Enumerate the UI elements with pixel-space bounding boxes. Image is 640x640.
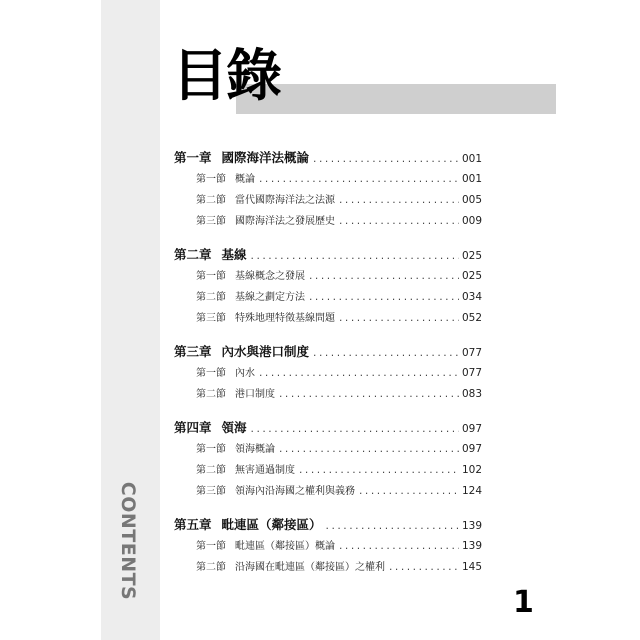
toc-section-row[interactable]	[174, 364, 482, 385]
section-page-number: 077	[461, 367, 482, 379]
side-label	[108, 481, 148, 601]
section-title: 港口制度	[235, 389, 275, 400]
section-label: 第二節	[196, 562, 226, 573]
chapter-label: 第四章	[174, 420, 212, 435]
chapter-page-number: 077	[461, 347, 482, 359]
section-title: 概論	[235, 174, 255, 185]
leader-dots	[312, 155, 459, 165]
chapter-page-number: 001	[461, 153, 482, 165]
section-label: 第三節	[196, 486, 226, 497]
chapter-title: 基線	[221, 247, 247, 262]
section-title: 基線之劃定方法	[235, 292, 305, 303]
toc-section-row[interactable]	[174, 537, 482, 558]
section-title: 毗連區（鄰接區）概論	[235, 541, 335, 552]
table-of-contents	[174, 148, 482, 579]
section-label: 第三節	[196, 313, 226, 324]
section-page-number: 025	[461, 270, 482, 282]
leader-dots	[308, 272, 459, 282]
section-title: 無害通過制度	[235, 465, 295, 476]
toc-section-row[interactable]	[174, 267, 482, 288]
chapter-page-number: 139	[461, 520, 482, 532]
section-label: 第一節	[196, 368, 226, 379]
section-page-number: 102	[461, 464, 482, 476]
leader-dots	[278, 390, 459, 400]
leader-dots	[258, 369, 459, 379]
section-label: 第三節	[196, 216, 226, 227]
leader-dots	[298, 466, 459, 476]
section-label: 第二節	[196, 465, 226, 476]
section-page-number: 083	[461, 388, 482, 400]
section-page-number: 145	[461, 561, 482, 573]
chapter-title: 領海	[221, 420, 247, 435]
section-title: 沿海國在毗連區（鄰接區）之權利	[235, 562, 385, 573]
chapter-gap	[174, 233, 482, 245]
chapter-label: 第五章	[174, 517, 212, 532]
contents-label: CONTENTS	[117, 481, 139, 601]
toc-chapter-row[interactable]	[174, 515, 482, 537]
toc-section-row[interactable]	[174, 440, 482, 461]
section-title: 國際海洋法之發展歷史	[235, 216, 335, 227]
section-label: 第一節	[196, 444, 226, 455]
leader-dots	[312, 349, 459, 359]
toc-section-row[interactable]	[174, 170, 482, 191]
leader-dots	[308, 293, 459, 303]
section-label: 第一節	[196, 174, 226, 185]
leader-dots	[338, 217, 459, 227]
chapter-label: 第三章	[174, 344, 212, 359]
toc-section-row[interactable]	[174, 212, 482, 233]
chapter-title: 國際海洋法概論	[221, 150, 310, 165]
toc-section-row[interactable]	[174, 191, 482, 212]
leader-dots	[278, 445, 459, 455]
section-title: 當代國際海洋法之法源	[235, 195, 335, 206]
section-label: 第一節	[196, 541, 226, 552]
section-label: 第二節	[196, 292, 226, 303]
toc-section-row[interactable]	[174, 482, 482, 503]
title-bar	[236, 84, 556, 114]
toc-chapter-row[interactable]	[174, 418, 482, 440]
section-page-number: 097	[461, 443, 482, 455]
section-label: 第一節	[196, 271, 226, 282]
section-page-number: 139	[461, 540, 482, 552]
toc-section-row[interactable]	[174, 558, 482, 579]
leader-dots	[258, 175, 459, 185]
leader-dots	[338, 542, 459, 552]
toc-section-row[interactable]	[174, 288, 482, 309]
section-title: 領海概論	[235, 444, 275, 455]
section-page-number: 001	[461, 173, 482, 185]
section-page-number: 124	[461, 485, 482, 497]
section-page-number: 034	[461, 291, 482, 303]
chapter-page-number: 025	[461, 250, 482, 262]
section-page-number: 052	[461, 312, 482, 324]
leader-dots	[325, 522, 459, 532]
toc-chapter-row[interactable]	[174, 342, 482, 364]
toc-section-row[interactable]	[174, 385, 482, 406]
section-page-number: 005	[461, 194, 482, 206]
section-title: 內水	[235, 368, 255, 379]
chapter-title: 毗連區（鄰接區）	[221, 517, 322, 532]
leader-dots	[250, 252, 459, 262]
leader-dots	[358, 487, 459, 497]
section-title: 基線概念之發展	[235, 271, 305, 282]
chapter-gap	[174, 406, 482, 418]
leader-dots	[388, 563, 459, 573]
toc-chapter-row[interactable]	[174, 148, 482, 170]
page-number: 1	[513, 585, 534, 620]
chapter-gap	[174, 330, 482, 342]
leader-dots	[338, 314, 459, 324]
chapter-label: 第二章	[174, 247, 212, 262]
chapter-label: 第一章	[174, 150, 212, 165]
leader-dots	[338, 196, 459, 206]
chapter-title: 內水與港口制度	[221, 344, 310, 359]
section-title: 特殊地理特徵基線問題	[235, 313, 335, 324]
section-label: 第二節	[196, 389, 226, 400]
toc-section-row[interactable]	[174, 461, 482, 482]
page-title: 目錄	[172, 43, 280, 109]
section-label: 第二節	[196, 195, 226, 206]
toc-chapter-row[interactable]	[174, 245, 482, 267]
leader-dots	[250, 425, 459, 435]
section-page-number: 009	[461, 215, 482, 227]
chapter-page-number: 097	[461, 423, 482, 435]
toc-section-row[interactable]	[174, 309, 482, 330]
chapter-gap	[174, 503, 482, 515]
section-title: 領海內沿海國之權利與義務	[235, 486, 355, 497]
